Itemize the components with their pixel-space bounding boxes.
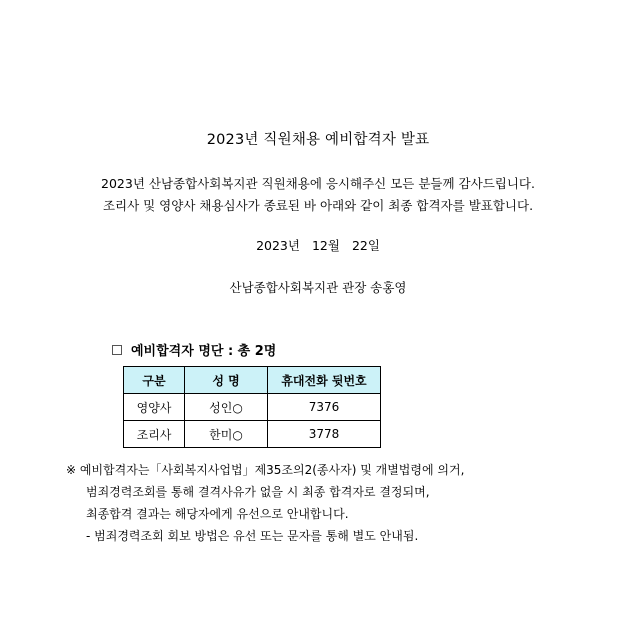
column-header-category: 구분 (124, 367, 185, 394)
results-table (123, 366, 381, 448)
cell-category: 조리사 (124, 421, 185, 448)
table-row (124, 394, 381, 421)
intro-line-2: 조리사 및 영양사 채용심사가 종료된 바 아래와 같이 최종 합격자를 발표합니다. (102, 198, 534, 213)
cell-category: 영양사 (124, 394, 185, 421)
note-line-2: 범죄경력조회를 통해 결격사유가 없을 시 최종 합격자로 결정되며, (86, 485, 430, 499)
cell-name: 한미○ (185, 421, 268, 448)
announcement-date (0, 236, 636, 254)
table-header-row (124, 367, 381, 394)
intro-line-1: 2023년 산남종합사회복지관 직원채용에 응시해주신 모든 분들께 감사드립니다. (101, 176, 535, 191)
date-year: 2023년 (256, 238, 300, 253)
date-day: 22일 (351, 238, 380, 253)
checkbox-icon (112, 345, 122, 355)
notes-section (66, 459, 464, 547)
list-heading-text: 예비합격자 명단 : 총 2명 (131, 344, 277, 359)
cell-name: 성인○ (185, 394, 268, 421)
list-heading (112, 340, 276, 359)
date-month: 12월 (311, 238, 340, 253)
table-row (124, 421, 381, 448)
cell-phone: 3778 (268, 421, 381, 448)
column-header-name: 성 명 (185, 367, 268, 394)
note-line-3: 최종합격 결과는 해당자에게 유선으로 안내합니다. (86, 507, 349, 521)
note-line-4: - 범죄경력조회 회보 방법은 유선 또는 문자를 통해 별도 안내됨. (86, 529, 419, 543)
document-title: 2023년 직원채용 예비합격자 발표 (206, 132, 430, 148)
column-header-phone: 휴대전화 뒷번호 (268, 367, 381, 394)
note-line-1: ※ 예비합격자는「사회복지사업법」제35조의2(종사자) 및 개별법령에 의거, (66, 463, 465, 477)
cell-phone: 7376 (268, 394, 381, 421)
organization-signature: 산남종합사회복지관 관장 송홍영 (229, 280, 407, 295)
